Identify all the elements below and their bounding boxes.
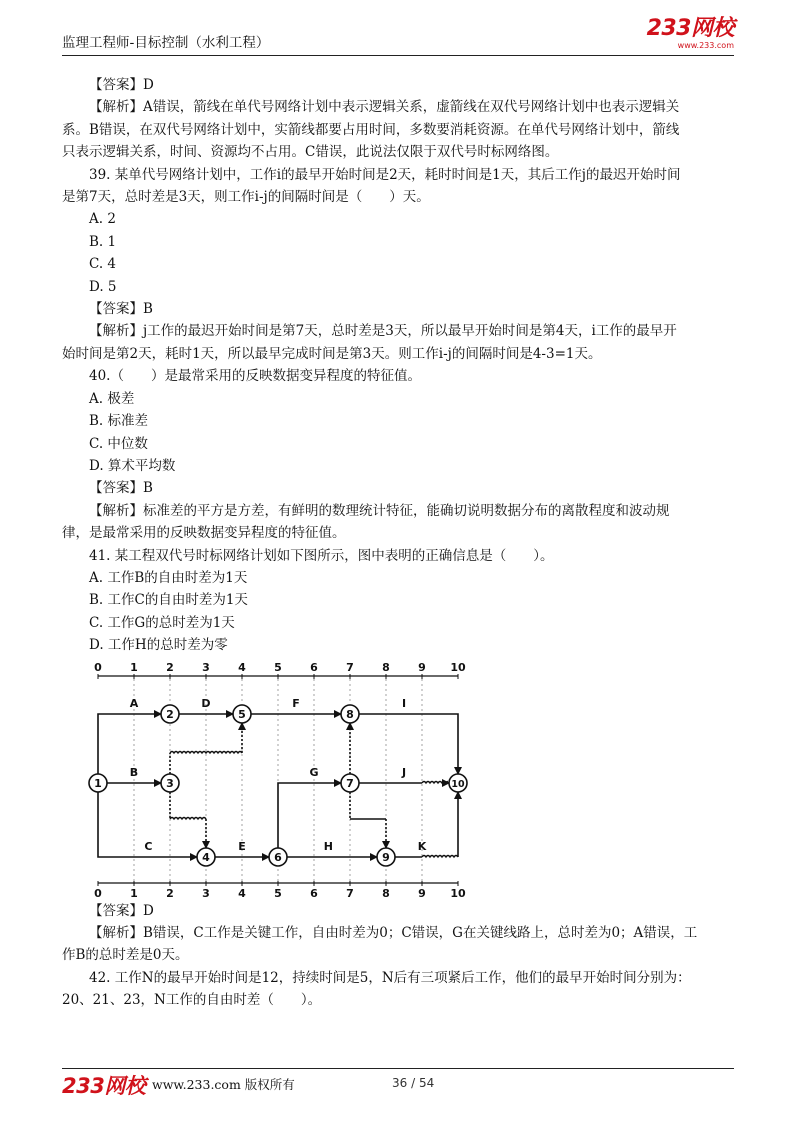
text-line: D. 工作H的总时差为零	[89, 637, 228, 654]
text-line: 【解析】j工作的最迟开始时间是第7天，总时差是3天，所以最早开始时间是第4天，i工作的最早开	[89, 323, 677, 340]
network-node-label: 5	[238, 707, 246, 721]
scale-label-bottom: 10	[450, 886, 466, 899]
activity-G-label: G	[309, 765, 319, 779]
activity-B-label: B	[129, 765, 139, 779]
text-line: 是第7天，总时差是3天，则工作i-j的间隔时间是（ ）天。	[62, 189, 430, 206]
text-line: 【答案】B	[89, 301, 153, 318]
activity-G-arrow	[278, 783, 341, 848]
text-line: A. 2	[89, 211, 116, 228]
text-line: D. 算术平均数	[89, 457, 176, 474]
text-line: B. 工作C的自由时差为1天	[89, 592, 248, 609]
activity-F-label: F	[292, 696, 300, 710]
text-line: 【答案】D	[89, 77, 154, 93]
text-line: 作B的总时差是0天。	[62, 947, 189, 964]
activity-J-freefloat	[422, 781, 447, 783]
text-line: 41. 某工程双代号时标网络计划如下图所示，图中表明的正确信息是（ ）。	[89, 547, 554, 564]
scale-label-top: 5	[274, 660, 282, 674]
scale-label-bottom: 1	[130, 886, 138, 899]
activity-H-label: H	[323, 839, 334, 853]
activity-K-label: K	[417, 839, 427, 853]
scale-label-bottom: 5	[274, 886, 282, 899]
scale-label-bottom: 7	[346, 886, 354, 899]
scale-label-bottom: 2	[166, 886, 174, 899]
text-line: 40.（ ）是最常采用的反映数据变异程度的特征值。	[89, 368, 421, 385]
footer-copyright: www.233.com 版权所有	[152, 1077, 295, 1092]
text-line: C. 中位数	[89, 435, 148, 452]
brand-logo[interactable]	[647, 18, 734, 50]
scale-label-top: 2	[166, 660, 174, 674]
activity-J-label: J	[401, 765, 407, 779]
text-line: 【解析】A错误，箭线在单代号网络计划中表示逻辑关系，虚箭线在双代号网络计划中也表示逻辑关	[89, 99, 680, 116]
scale-label-top: 7	[346, 660, 354, 674]
text-block-after-figure	[62, 900, 734, 1012]
network-node-label: 10	[451, 778, 465, 790]
scale-label-bottom: 3	[202, 886, 210, 899]
network-node-label: 2	[166, 707, 174, 721]
text-line: 只表示逻辑关系，时间、资源均不占用。C错误，此说法仅限于双代号时标网络图。	[62, 144, 559, 161]
activity-C-label: C	[144, 839, 153, 853]
scale-label-bottom: 6	[310, 886, 318, 899]
text-line: 42. 工作N的最早开始时间是12，持续时间是5，N后有三项紧后工作，他们的最早开始时间分别为：	[89, 969, 691, 986]
scale-label-top: 1	[130, 660, 138, 674]
text-line: B. 1	[89, 233, 117, 250]
text-line: A. 工作B的自由时差为1天	[89, 569, 248, 586]
text-line: 20、21、23，N工作的自由时差（ ）。	[62, 992, 322, 1009]
network-node-label: 7	[346, 776, 354, 790]
text-line: 律，是最常采用的反映数据变异程度的特征值。	[62, 525, 346, 542]
scale-label-top: 8	[382, 660, 390, 674]
network-node-label: 3	[166, 776, 174, 790]
page-header-title: 监理工程师-目标控制（水利工程）	[62, 35, 270, 51]
text-block-before-figure	[62, 74, 734, 657]
text-line: 【解析】B错误，C工作是关键工作，自由时差为0；C错误，G在关键线路上，总时差为0；A错误，工	[89, 924, 698, 941]
scale-label-top: 4	[238, 660, 246, 674]
network-node-label: 9	[382, 850, 390, 864]
activity-A-label: A	[129, 696, 139, 710]
scale-label-top: 10	[450, 660, 466, 674]
text-line: 始时间是第2天，耗时1天，所以最早完成时间是第3天。则工作i-j的间隔时间是4-3=1天。	[62, 345, 602, 362]
scale-label-top: 6	[310, 660, 318, 674]
footer-divider	[62, 1068, 734, 1069]
network-node-label: 8	[346, 707, 354, 721]
scale-label-bottom: 0	[94, 886, 102, 899]
activity-I-arrow	[359, 714, 458, 774]
network-node-label: 6	[274, 850, 282, 864]
activity-D-label: D	[201, 696, 211, 710]
text-line: 【答案】B	[89, 480, 153, 497]
scale-label-bottom: 9	[418, 886, 426, 899]
dummy-3-4-wave	[170, 817, 206, 819]
network-diagram	[62, 661, 734, 899]
scale-label-top: 9	[418, 660, 426, 674]
brand-logo-text: 233网校	[646, 16, 734, 41]
text-line: A. 极差	[89, 390, 135, 407]
scale-label-top: 3	[202, 660, 210, 674]
scale-label-bottom: 4	[238, 886, 246, 899]
activity-A-arrow	[98, 714, 161, 774]
scale-label-bottom: 8	[382, 886, 390, 899]
network-node-label: 1	[94, 776, 102, 790]
page-number: 36 / 54	[392, 1076, 435, 1090]
scale-label-top: 0	[94, 660, 102, 674]
text-line: 【解析】标准差的平方是方差，有鲜明的数理统计特征，能确切说明数据分布的离散程度和波动规	[89, 502, 670, 519]
text-line: 39. 某单代号网络计划中，工作i的最早开始时间是2天，耗时时间是1天，其后工作j的最迟开始时间	[89, 166, 681, 183]
text-line: D. 5	[89, 278, 117, 295]
text-line: C. 4	[89, 256, 117, 273]
activity-E-label: E	[238, 839, 246, 853]
footer-logo[interactable]: 233网校	[62, 1074, 146, 1098]
text-line: B. 标准差	[89, 413, 149, 430]
header-divider	[62, 55, 734, 56]
time-scaled-network-svg	[62, 661, 734, 899]
dummy-3-5-wave	[170, 751, 242, 753]
activity-I-label: I	[401, 696, 407, 710]
text-line: C. 工作G的总时差为1天	[89, 614, 235, 631]
brand-logo-url: www.233.com	[677, 41, 734, 50]
text-line: 【答案】D	[89, 902, 154, 919]
text-line: 系。B错误，在双代号网络计划中，实箭线都要占用时间，多数要消耗资源。在单代号网络计划中，箭线	[62, 121, 680, 138]
network-node-label: 4	[202, 850, 210, 864]
activity-K-freefloat	[422, 855, 458, 857]
document-body	[62, 74, 734, 1012]
